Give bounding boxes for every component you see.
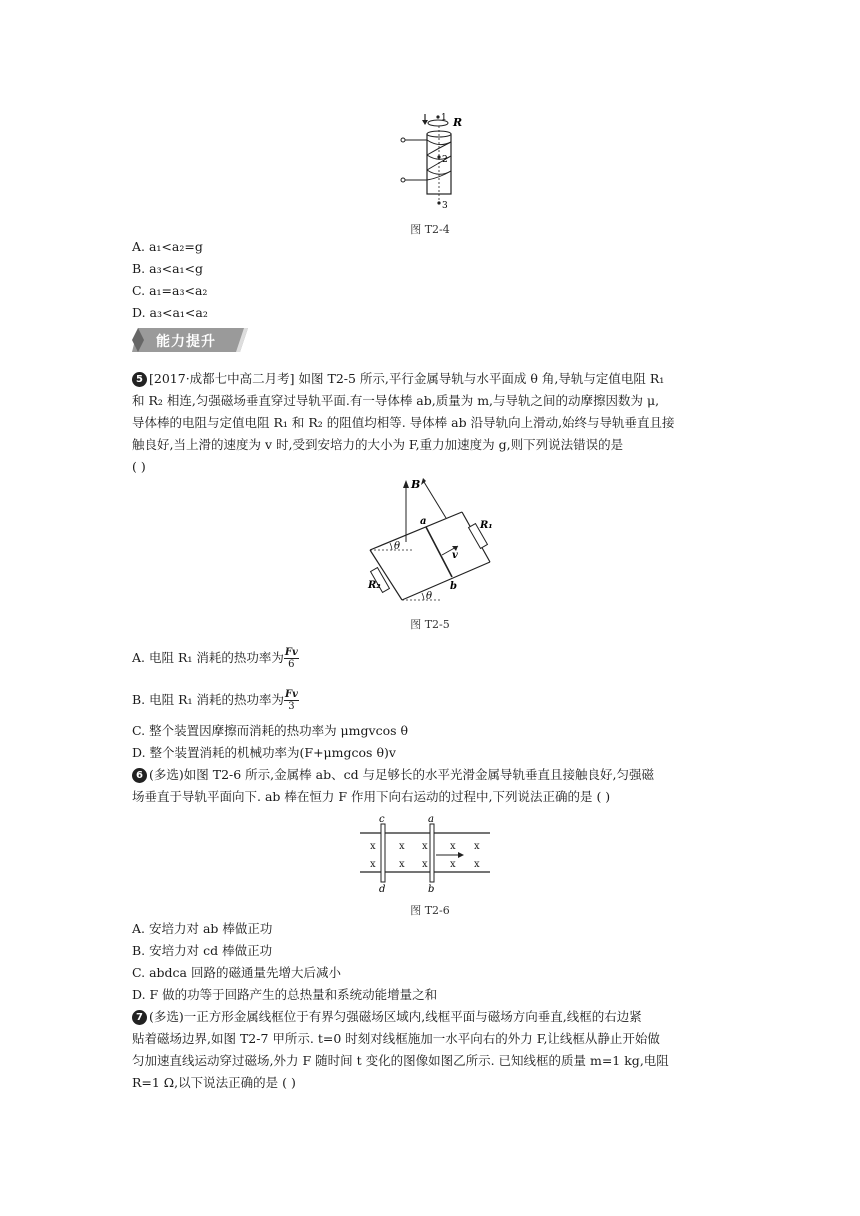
- figure-caption-t2-6: 图 T2-6: [410, 904, 450, 917]
- fig4-label-r: R: [453, 116, 463, 129]
- q7-number-badge: 7: [132, 1010, 147, 1025]
- figure-t2-6: [360, 812, 494, 896]
- fig5-label-b-field: B: [411, 478, 421, 491]
- q6-number-badge: 6: [132, 768, 147, 783]
- q5-text-1: [2017·成都七中高二月考] 如图 T2-5 所示,平行金属导轨与水平面成 θ 角,导轨与定值电阻 R₁: [149, 371, 665, 386]
- q5-option-b-denominator: 3: [288, 701, 295, 712]
- fig5-label-v: v: [452, 550, 458, 561]
- q6-option-d: D. F 做的功等于回路产生的总热量和系统动能增量之和: [132, 987, 438, 1002]
- q4-option-a: A. a₁<a₂=g: [132, 239, 203, 254]
- q5-line-5: ( ): [132, 459, 146, 474]
- fig6-cross: x: [422, 841, 428, 852]
- q5-option-c: C. 整个装置因摩擦而消耗的热功率为 μmgvcos θ: [132, 723, 409, 738]
- fig6-label-b: b: [428, 884, 435, 895]
- q5-line-2: 和 R₂ 相连,匀强磁场垂直穿过导轨平面.有一导体棒 ab,质量为 m,与导轨之间的动摩擦因数为 μ,: [132, 393, 660, 408]
- fig6-cross: x: [399, 859, 405, 870]
- q5-number-badge: 5: [132, 372, 147, 387]
- q6-option-c: C. abdca 回路的磁通量先增大后减小: [132, 965, 341, 980]
- fig6-label-d: d: [379, 884, 386, 895]
- q7-line-2: 贴着磁场边界,如图 T2-7 甲所示. t=0 时刻对线框施加一水平向右的外力 F,让线框从静止开始做: [132, 1031, 660, 1046]
- fig6-cross: x: [399, 841, 405, 852]
- fig6-cross: x: [370, 841, 376, 852]
- fig5-label-theta-1: θ: [394, 541, 401, 552]
- figure-caption-t2-5: 图 T2-5: [410, 618, 450, 631]
- q6-option-a: A. 安培力对 ab 棒做正功: [132, 921, 273, 936]
- section-banner: [132, 328, 248, 352]
- figure-t2-5: [362, 478, 496, 610]
- q5-option-a-fraction: [284, 647, 299, 670]
- fig6-cross: x: [474, 859, 480, 870]
- q7-text-1: (多选)一正方形金属线框位于有界匀强磁场区域内,线框平面与磁场方向垂直,线框的右边紧: [149, 1009, 642, 1024]
- q4-option-d: D. a₃<a₁<a₂: [132, 305, 208, 320]
- q4-option-b: B. a₃<a₁<g: [132, 261, 204, 276]
- q5-option-a-numerator: Fv: [284, 647, 298, 658]
- fig6-cross: x: [450, 859, 456, 870]
- fig6-cross: x: [370, 859, 376, 870]
- q5-line-3: 导体棒的电阻与定值电阻 R₁ 和 R₂ 的阻值均相等. 导体棒 ab 沿导轨向上滑动,始终与导轨垂直且接: [132, 415, 675, 430]
- q5-option-b: [132, 688, 299, 712]
- fig4-label-1: 1: [441, 113, 447, 123]
- fig5-label-b: b: [450, 581, 457, 592]
- q6-line-2: 场垂直于导轨平面向下. ab 棒在恒力 F 作用下向右运动的过程中,下列说法正确的是 ( ): [132, 789, 611, 804]
- section-banner-title: 能力提升: [156, 334, 216, 350]
- q4-option-c: C. a₁=a₃<a₂: [132, 283, 208, 298]
- q5-option-b-numerator: Fv: [285, 689, 298, 700]
- q7-line-3: 匀加速直线运动穿过磁场,外力 F 随时间 t 变化的图像如图乙所示. 已知线框的质量 m=1 kg,电阻: [132, 1053, 669, 1068]
- fig5-label-a: a: [420, 516, 427, 527]
- fig4-label-2: 2: [442, 155, 448, 165]
- fig6-label-a: a: [428, 814, 434, 825]
- q7-line-4: R=1 Ω,以下说法正确的是 ( ): [132, 1075, 296, 1090]
- fig5-label-theta-2: θ: [426, 591, 433, 602]
- q5-line-1: [132, 370, 664, 388]
- fig6-cross: x: [474, 841, 480, 852]
- fig6-label-c: c: [379, 814, 385, 825]
- q5-option-b-fraction: [284, 689, 299, 712]
- q6-line-1: [132, 766, 654, 784]
- fig4-label-3: 3: [442, 201, 448, 211]
- fig6-cross: x: [450, 841, 456, 852]
- fig5-label-r2: R₂: [368, 580, 381, 591]
- q5-option-a-denominator: 6: [288, 659, 295, 670]
- q6-option-b: B. 安培力对 cd 棒做正功: [132, 943, 273, 958]
- q7-line-1: [132, 1008, 642, 1026]
- q5-option-b-text: B. 电阻 R₁ 消耗的热功率为: [132, 692, 285, 707]
- fig5-label-r1: R₁: [480, 520, 493, 531]
- figure-t2-4: [395, 110, 475, 212]
- fig6-cross: x: [422, 859, 428, 870]
- q5-option-a-text: A. 电阻 R₁ 消耗的热功率为: [132, 650, 284, 665]
- q6-text-1: (多选)如图 T2-6 所示,金属棒 ab、cd 与足够长的水平光滑金属导轨垂直且接触良好,匀强磁: [149, 767, 655, 782]
- q5-option-d: D. 整个装置消耗的机械功率为(F+μmgcos θ)v: [132, 745, 396, 760]
- figure-caption-t2-4: 图 T2-4: [410, 223, 450, 236]
- q5-line-4: 触良好,当上滑的速度为 v 时,受到安培力的大小为 F,重力加速度为 g,则下列说法错误的是: [132, 437, 624, 452]
- q5-option-a: [132, 646, 299, 670]
